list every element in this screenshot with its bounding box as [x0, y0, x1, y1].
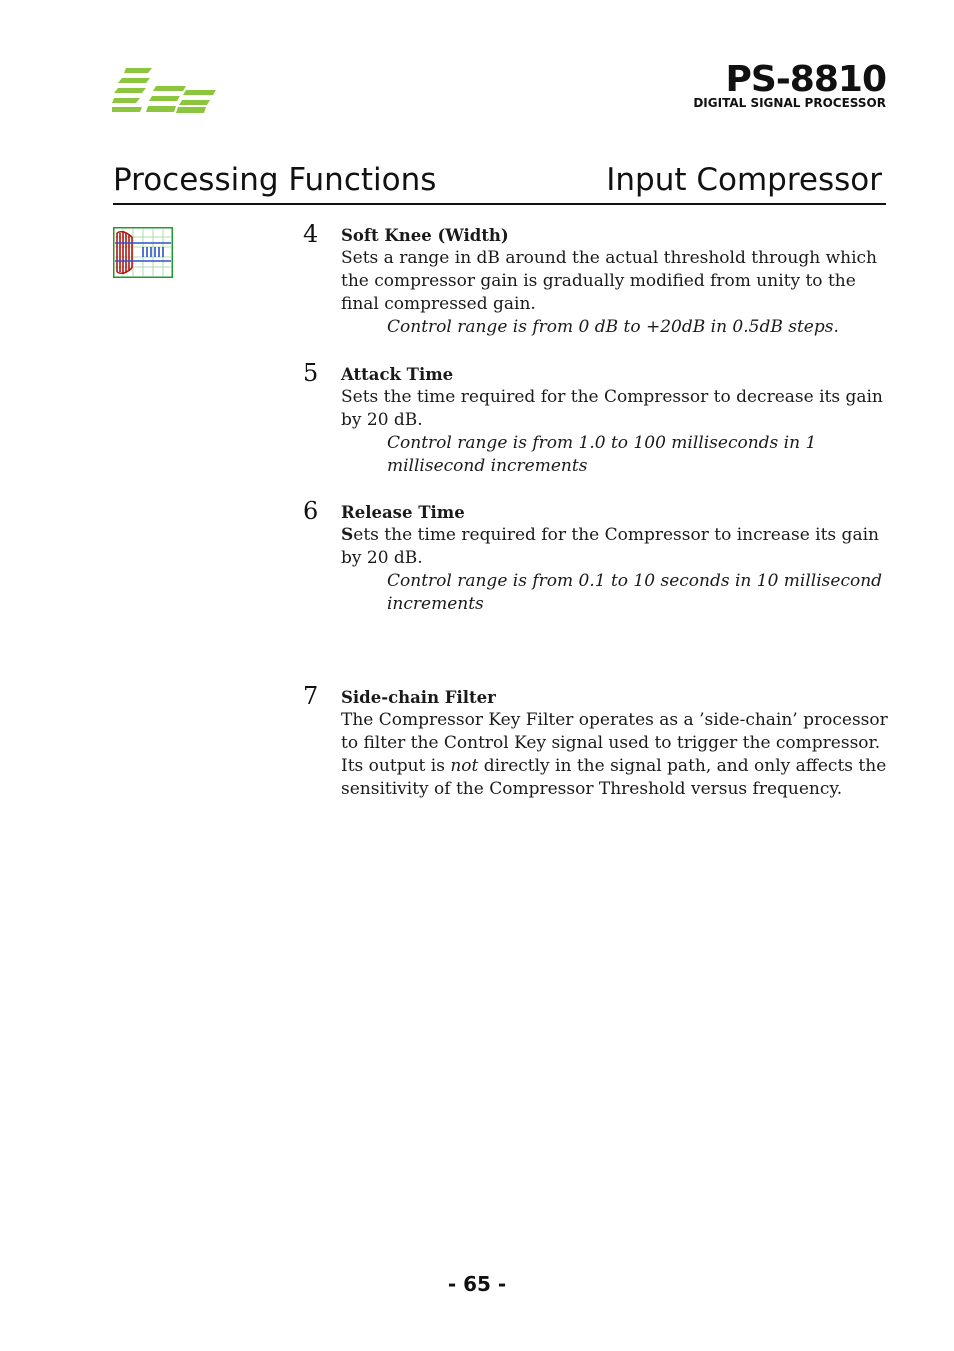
section-body: Sets the time required for the Compressor to decrease its gain by 20 dB.	[341, 387, 883, 430]
page-title: Input Compressor	[606, 162, 882, 198]
section-title: Attack Time	[341, 365, 454, 384]
heading-divider	[113, 203, 886, 205]
section-heading: Processing Functions	[113, 162, 437, 198]
section-number: 5	[303, 359, 319, 387]
bss-logo-icon	[112, 66, 218, 114]
control-range: Control range is from 1.0 to 100 milliseconds in 1 millisecond increments	[387, 433, 817, 476]
section-body-text: ets the time required for the Compressor to increase its gain by 20 dB.	[341, 525, 879, 568]
compressor-graph-icon	[113, 227, 173, 278]
section-number: 4	[303, 220, 319, 248]
section-body: Sets a range in dB around the actual threshold through which the compressor gain is gradually modified from unity to the final compressed gain.	[341, 248, 877, 314]
model-header	[693, 59, 886, 110]
page-number: - 65 -	[447, 1272, 507, 1296]
control-range: Control range is from 0 dB to +20dB in 0.5dB steps.	[387, 317, 839, 337]
model-name: PS-8810	[725, 59, 886, 100]
section-title: Release Time	[341, 503, 465, 522]
model-subtitle: DIGITAL SIGNAL PROCESSOR	[693, 96, 886, 110]
section-soft-knee	[303, 220, 893, 339]
section-attack-time	[303, 359, 893, 478]
section-title: Soft Knee (Width)	[341, 226, 509, 245]
section-release-time	[303, 497, 893, 616]
section-body	[341, 709, 893, 801]
section-body-text: directly in the signal path, and only affects the sensitivity of the Compressor Threshold versus frequency.	[341, 756, 887, 799]
section-body-text: The Compressor Key Filter operates as a ’side-chain’ processor to filter the Control Key signal used to trigger the compressor. Its output is	[341, 710, 888, 776]
control-range: Control range is from 0.1 to 10 seconds in 10 millisecond increments	[387, 571, 883, 614]
section-body	[341, 524, 893, 570]
section-side-chain-filter	[303, 682, 893, 801]
section-number: 7	[303, 682, 319, 710]
section-body-initial: S	[341, 525, 354, 545]
section-title: Side-chain Filter	[341, 688, 496, 707]
section-number: 6	[303, 497, 319, 525]
section-body-emphasis: not	[450, 756, 479, 776]
